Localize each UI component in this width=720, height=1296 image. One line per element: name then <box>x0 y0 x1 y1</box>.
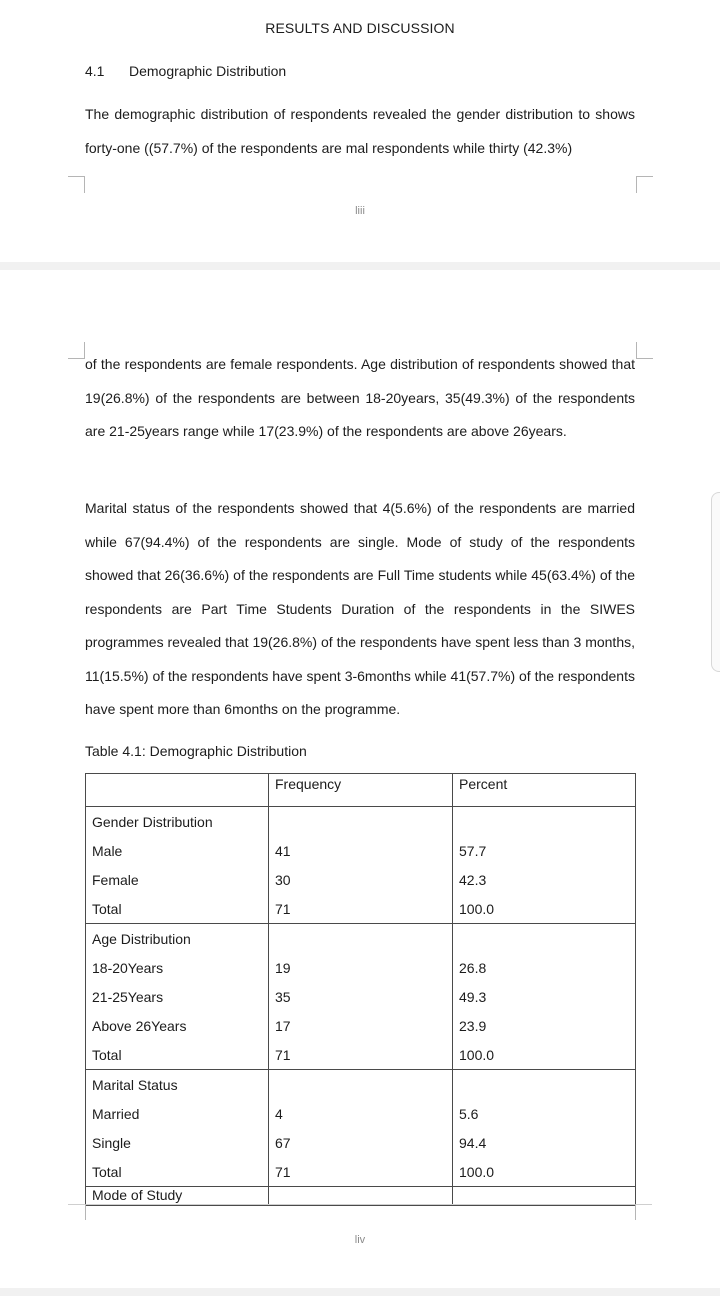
table-header-row <box>86 774 636 807</box>
row-label: Female <box>86 865 269 894</box>
page-footer-line <box>68 1204 652 1205</box>
percent-cell: 5.6 <box>453 1099 636 1128</box>
page-number: liv <box>354 1234 366 1246</box>
table-caption: Table 4.1: Demographic Distribution <box>85 743 307 759</box>
table-group-row <box>86 1070 636 1100</box>
percent-cell: 23.9 <box>453 1011 636 1040</box>
group-title: Age Distribution <box>86 924 269 954</box>
table-group-row <box>86 924 636 954</box>
group-title: Gender Distribution <box>86 807 269 837</box>
table-row <box>86 1157 636 1187</box>
percent-cell: 42.3 <box>453 865 636 894</box>
frequency-cell: 71 <box>269 1040 453 1070</box>
crop-tick <box>85 1204 86 1220</box>
percent-cell: 26.8 <box>453 953 636 982</box>
table-row <box>86 865 636 894</box>
document-page-1 <box>0 0 720 262</box>
table-row <box>86 836 636 865</box>
crop-mark-bottom-right <box>636 342 653 359</box>
frequency-cell: 35 <box>269 982 453 1011</box>
row-label: Married <box>86 1099 269 1128</box>
percent-cell: 100.0 <box>453 894 636 924</box>
body-paragraph: Marital status of the respondents showed that 4(5.6%) of the respondents are married while 67(94.4%) of the respondents are single. Mode of study of the respondents showed that 26(36.6%) of the respondents are Full Time students while 45(63.4%) of the respondents are Part Time Students Duration of the respondents in the SIWES programmes revealed that 19(26.8%) of the respondents have spent less than 3 months, 11(15.5%) of the respondents have spent 3-6months while 41(57.7%) of the respondents have spent more than 6months on the programme. <box>85 500 635 717</box>
section-heading <box>85 63 286 79</box>
table-header-cell: Percent <box>453 774 636 807</box>
crop-mark-top-right <box>636 176 653 193</box>
table-row <box>86 982 636 1011</box>
row-label: Total <box>86 1157 269 1187</box>
percent-cell: 100.0 <box>453 1040 636 1070</box>
table-row <box>86 1040 636 1070</box>
table-row <box>86 1011 636 1040</box>
frequency-cell: 71 <box>269 894 453 924</box>
frequency-cell: 17 <box>269 1011 453 1040</box>
table-row <box>86 1099 636 1128</box>
crop-mark-top-left <box>68 176 85 193</box>
frequency-cell: 30 <box>269 865 453 894</box>
table-row <box>86 1128 636 1157</box>
group-title: Marital Status <box>86 1070 269 1100</box>
scroll-handle[interactable] <box>711 492 720 672</box>
row-label: 21-25Years <box>86 982 269 1011</box>
row-label: Total <box>86 894 269 924</box>
frequency-cell: 67 <box>269 1128 453 1157</box>
table-group-row <box>86 1187 636 1206</box>
section-title: Demographic Distribution <box>129 63 287 79</box>
demographic-table <box>85 773 636 1206</box>
table-header-cell <box>86 774 269 807</box>
page-number: liii <box>355 205 365 217</box>
row-label: Above 26Years <box>86 1011 269 1040</box>
row-label: Total <box>86 1040 269 1070</box>
table-group-row <box>86 807 636 837</box>
percent-cell: 49.3 <box>453 982 636 1011</box>
document-page-2 <box>0 270 720 1288</box>
table-row <box>86 894 636 924</box>
row-label: Single <box>86 1128 269 1157</box>
frequency-cell: 4 <box>269 1099 453 1128</box>
chapter-heading: RESULTS AND DISCUSSION <box>265 20 455 36</box>
body-paragraph: The demographic distribution of respondents revealed the gender distribution to shows forty-one ((57.7%) of the respondents are mal respondents while thirty (42.3%) <box>85 106 635 156</box>
percent-cell: 57.7 <box>453 836 636 865</box>
frequency-cell: 41 <box>269 836 453 865</box>
percent-cell: 94.4 <box>453 1128 636 1157</box>
frequency-cell: 19 <box>269 953 453 982</box>
row-label: 18-20Years <box>86 953 269 982</box>
percent-cell: 100.0 <box>453 1157 636 1187</box>
frequency-cell: 71 <box>269 1157 453 1187</box>
row-label: Male <box>86 836 269 865</box>
crop-mark-bottom-left <box>68 342 85 359</box>
table-header-cell: Frequency <box>269 774 453 807</box>
group-title: Mode of Study <box>86 1187 269 1206</box>
section-number: 4.1 <box>85 63 105 79</box>
table-row <box>86 953 636 982</box>
body-paragraph: of the respondents are female respondents. Age distribution of respondents showed that 19(26.8%) of the respondents are between 18-20years, 35(49.3%) of the respondents are 21-25years range while 17(23.9%) of the respondents are above 26years. <box>85 356 635 439</box>
crop-tick <box>635 1204 636 1220</box>
